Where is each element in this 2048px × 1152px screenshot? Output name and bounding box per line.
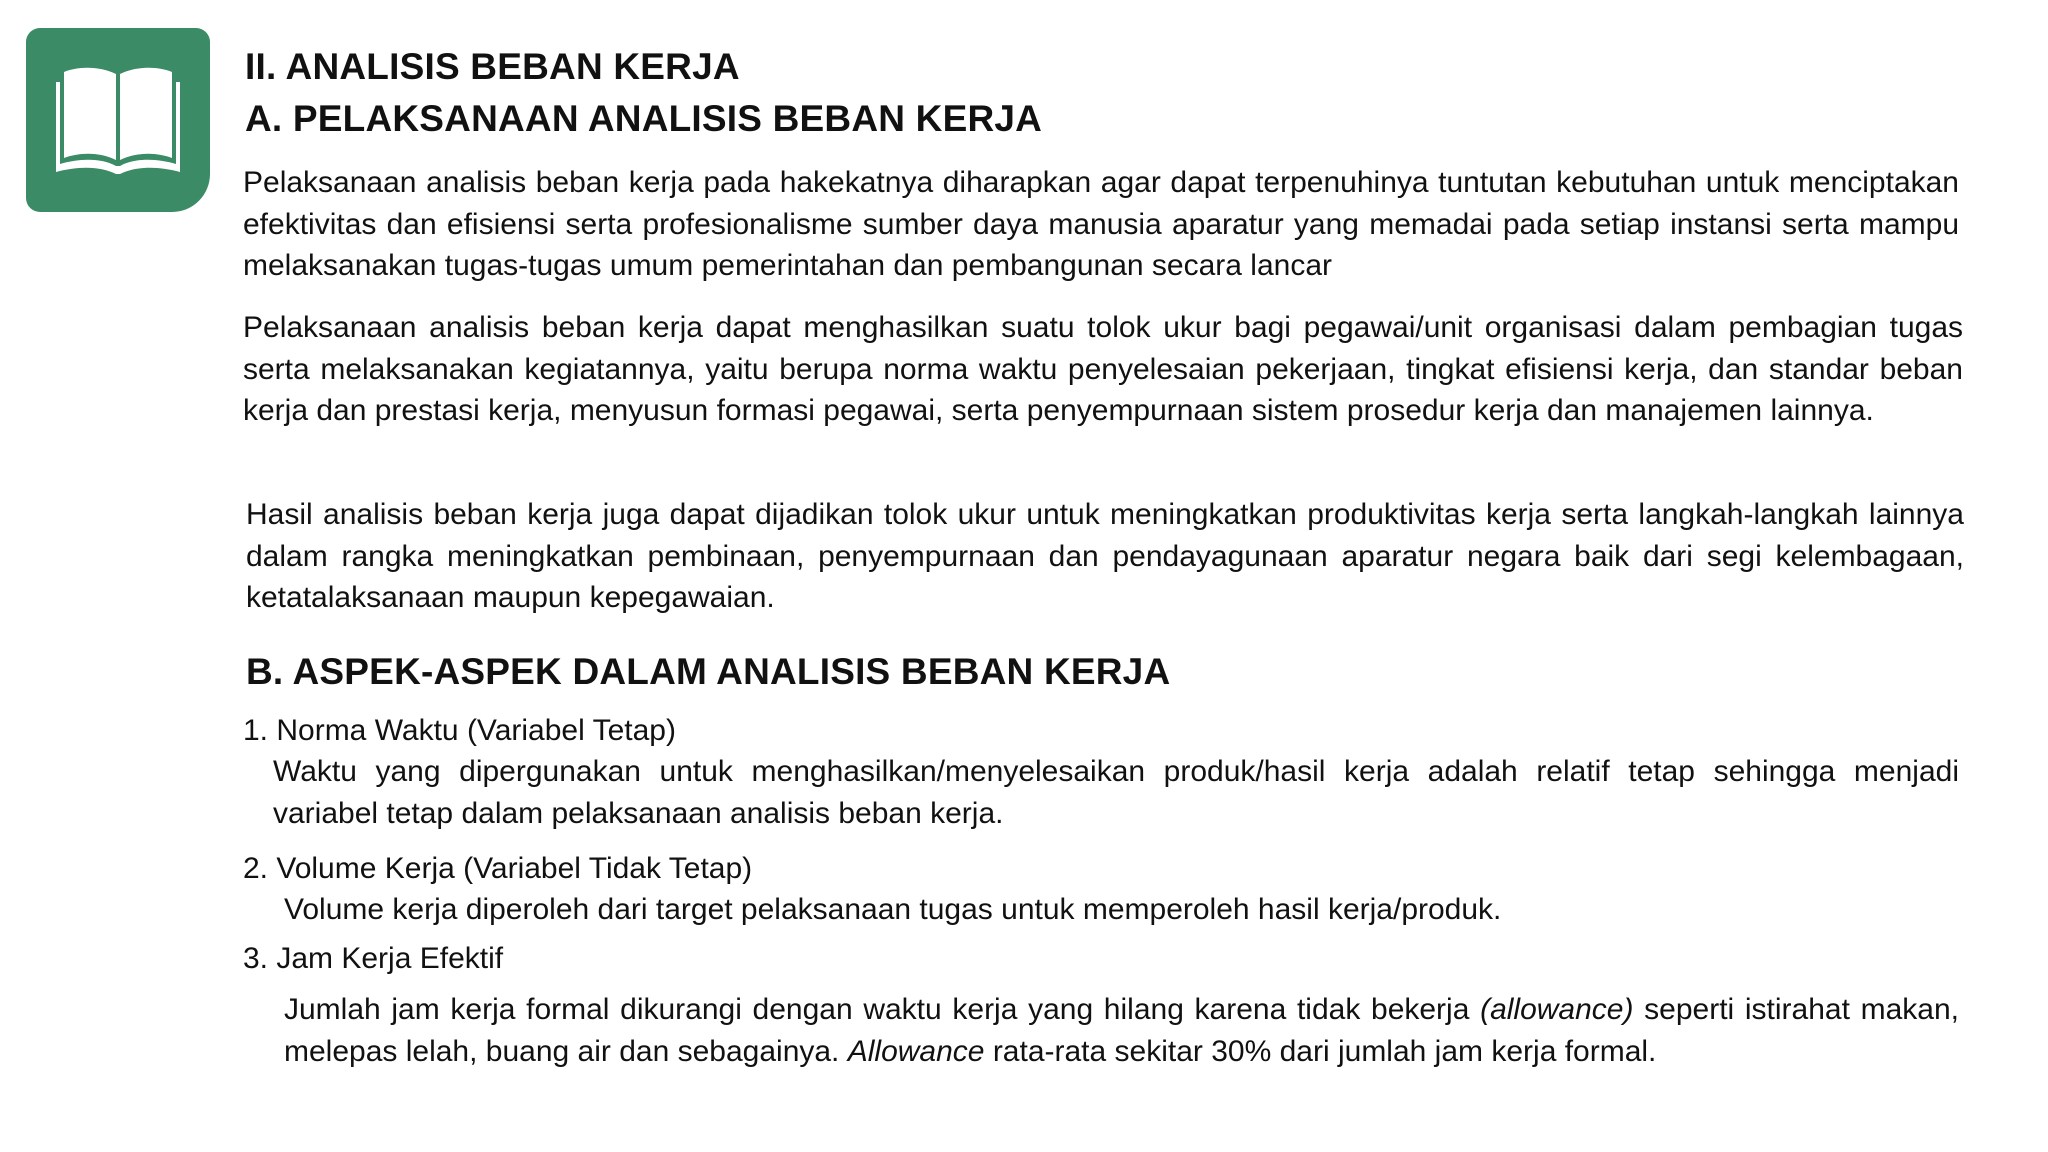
open-book-icon <box>54 64 182 176</box>
subsection-a-title: A. PELAKSANAAN ANALISIS BEBAN KERJA <box>245 98 1043 139</box>
aspect-item-body-3-part2: seperti istirahat makan, melepas lelah, buang air dan sebagainya. <box>284 993 1959 1068</box>
subsection-b-title: B. ASPEK-ASPEK DALAM ANALISIS BEBAN KERJA <box>246 651 1171 692</box>
paragraph-a3: Hasil analisis beban kerja juga dapat dijadikan tolok ukur untuk meningkatkan produktivitas kerja serta langkah-langkah lainnya dalam rangka meningkatkan pembinaan, penyempurnaan dan pendayagunaan aparatur negara baik dari segi kelembagaan, ketatalaksanaan maupun kepegawaian. <box>246 498 1964 614</box>
aspect-item-body-3 <box>284 989 1959 1072</box>
aspect-item-title-3: 3. Jam Kerja Efektif <box>243 942 504 975</box>
aspect-item-body-3-part3: rata-rata sekitar 30% dari jumlah jam kerja formal. <box>984 1034 1657 1068</box>
paragraph-a2: Pelaksanaan analisis beban kerja dapat menghasilkan suatu tolok ukur bagi pegawai/unit organisasi dalam pembagian tugas serta melaksanakan kegiatannya, yaitu berupa norma waktu penyelesaian pekerjaan, tingkat efisiensi kerja, dan standar beban kerja dan prestasi kerja, menyusun formasi pegawai, serta penyempurnaan sistem prosedur kerja dan manajemen lainnya. <box>243 311 1963 427</box>
book-tile <box>26 28 210 212</box>
aspect-item-title-2: 2. Volume Kerja (Variabel Tidak Tetap) <box>243 852 753 885</box>
section-title: II. ANALISIS BEBAN KERJA <box>245 46 740 87</box>
aspect-item-title-1: 1. Norma Waktu (Variabel Tetap) <box>243 714 676 747</box>
aspect-item-body-1: Waktu yang dipergunakan untuk menghasilkan/menyelesaikan produk/hasil kerja adalah relatif tetap sehingga menjadi variabel tetap dalam pelaksanaan analisis beban kerja. <box>273 755 1959 830</box>
paragraph-a1: Pelaksanaan analisis beban kerja pada hakekatnya diharapkan agar dapat terpenuhinya tuntutan kebutuhan untuk menciptakan efektivitas dan efisiensi serta profesionalisme sumber daya manusia aparatur yang memadai pada setiap instansi serta mampu melaksanakan tugas-tugas umum pemerintahan dan pembangunan secara lancar <box>243 166 1959 282</box>
aspect-item-body-2: Volume kerja diperoleh dari target pelaksanaan tugas untuk memperoleh hasil kerja/produk. <box>284 893 1502 926</box>
aspect-item-body-3-part1: Jumlah jam kerja formal dikurangi dengan waktu kerja yang hilang karena tidak bekerja <box>284 993 1481 1026</box>
aspect-item-body-3-emphasis1: (allowance) <box>1480 993 1634 1026</box>
aspect-item-body-3-emphasis2: Allowance <box>847 1034 985 1068</box>
